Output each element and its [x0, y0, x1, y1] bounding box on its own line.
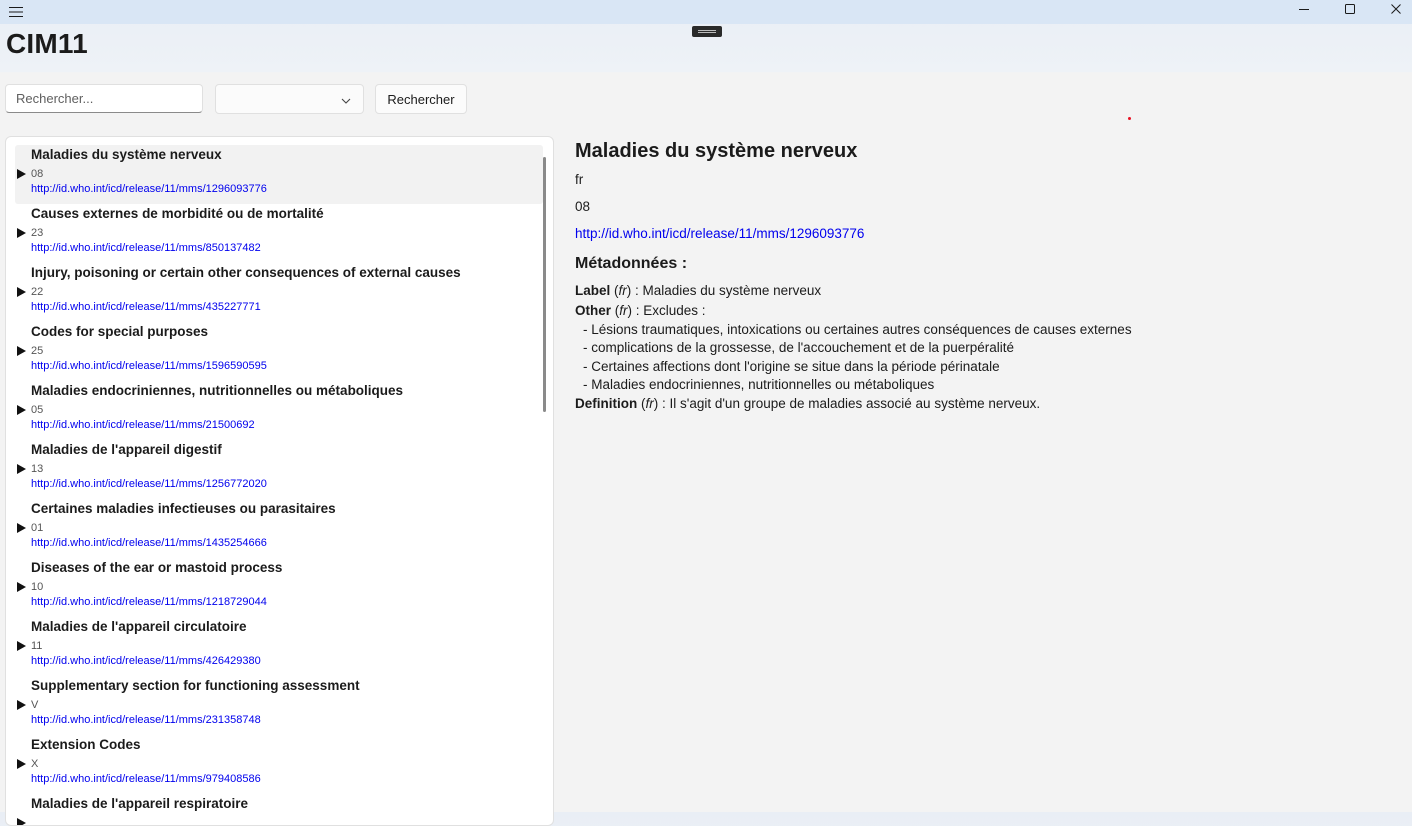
exclude-text: Maladies endocriniennes, nutritionnelles ou métaboliques [591, 377, 935, 392]
title-bar [0, 0, 1412, 24]
expand-arrow-icon[interactable] [17, 700, 26, 710]
expand-arrow-icon[interactable] [17, 523, 26, 533]
item-uri-link[interactable]: http://id.who.int/icd/release/11/mms/1296093776 [31, 183, 267, 195]
item-code: 25 [31, 345, 44, 357]
list-item[interactable] [15, 440, 543, 499]
item-title: Supplementary section for functioning assessment [31, 678, 360, 693]
item-title: Maladies endocriniennes, nutritionnelles ou métaboliques [31, 383, 404, 398]
exclude-item: - Certaines affections dont l'origine se situe dans la période périnatale [583, 359, 1000, 374]
results-list[interactable] [5, 136, 554, 826]
item-title: Codes for special purposes [31, 324, 209, 339]
item-title: Maladies de l'appareil respiratoire [31, 796, 249, 811]
list-item[interactable] [15, 735, 543, 794]
minimize-icon[interactable] [1281, 0, 1327, 18]
close-icon[interactable] [1373, 0, 1412, 18]
item-uri-link[interactable]: http://id.who.int/icd/release/11/mms/850137482 [31, 242, 261, 254]
metadata-key: Other [575, 303, 612, 318]
expand-arrow-icon[interactable] [17, 405, 26, 415]
item-uri-link[interactable]: http://id.who.int/icd/release/11/mms/435227771 [31, 301, 261, 313]
item-code: 01 [31, 522, 44, 534]
item-uri-link[interactable]: http://id.who.int/icd/release/11/mms/426429380 [31, 655, 261, 667]
metadata-value: Maladies du système nerveux [642, 283, 822, 298]
expand-arrow-icon[interactable] [17, 287, 26, 297]
list-item[interactable] [15, 794, 543, 826]
exclude-text: Certaines affections dont l'origine se situe dans la période périnatale [591, 359, 1000, 374]
status-dot [1128, 117, 1131, 120]
item-code: 23 [31, 227, 44, 239]
item-title: Maladies du système nerveux [31, 147, 222, 162]
scrollbar[interactable] [543, 157, 546, 412]
item-code: V [31, 699, 39, 711]
item-title: Causes externes de morbidité ou de mortalité [31, 206, 324, 221]
drag-handle[interactable] [692, 26, 722, 37]
item-code: 22 [31, 286, 44, 298]
metadata-value: Il s'agit d'un groupe de maladies associé au système nerveux. [669, 396, 1041, 411]
item-code: X [31, 758, 39, 770]
detail-code: 08 [575, 199, 591, 214]
detail-uri-link[interactable]: http://id.who.int/icd/release/11/mms/1296093776 [575, 226, 865, 241]
chevron-down-icon [341, 93, 351, 111]
expand-arrow-icon[interactable] [17, 228, 26, 238]
maximize-icon[interactable] [1327, 0, 1373, 18]
item-code: 11 [31, 640, 43, 652]
item-title: Certaines maladies infectieuses ou parasitaires [31, 501, 336, 516]
item-code: 05 [31, 404, 44, 416]
item-title: Maladies de l'appareil digestif [31, 442, 222, 457]
item-uri-link[interactable]: http://id.who.int/icd/release/11/mms/1596590595 [31, 360, 267, 372]
metadata-key: Label [575, 283, 611, 298]
list-item[interactable] [15, 204, 543, 263]
expand-arrow-icon[interactable] [17, 346, 26, 356]
list-item[interactable] [15, 263, 543, 322]
item-code: 10 [31, 581, 44, 593]
list-item[interactable] [15, 322, 543, 381]
metadata-definition-line: Definition (fr) : Il s'agit d'un groupe de maladies associé au système nerveux. [575, 396, 1041, 411]
item-code: 08 [31, 168, 44, 180]
list-item[interactable] [15, 145, 543, 204]
item-uri-link[interactable]: http://id.who.int/icd/release/11/mms/1256772020 [31, 478, 267, 490]
exclude-text: complications de la grossesse, de l'accouchement et de la puerpéralité [591, 340, 1015, 355]
item-code: 13 [31, 463, 44, 475]
language-dropdown[interactable] [215, 84, 364, 114]
item-title: Maladies de l'appareil circulatoire [31, 619, 247, 634]
list-item[interactable] [15, 558, 543, 617]
item-title: Extension Codes [31, 737, 141, 752]
expand-arrow-icon[interactable] [17, 464, 26, 474]
metadata-label-line: Label (fr) : Maladies du système nerveux [575, 283, 822, 298]
list-item[interactable] [15, 499, 543, 558]
metadata-lang: fr [619, 303, 628, 318]
expand-arrow-icon[interactable] [17, 759, 26, 769]
hamburger-icon[interactable] [6, 2, 26, 22]
search-input[interactable] [5, 84, 203, 113]
detail-language: fr [575, 172, 584, 187]
metadata-heading: Métadonnées : [575, 255, 688, 272]
item-title: Diseases of the ear or mastoid process [31, 560, 283, 575]
metadata-lang: fr [618, 283, 627, 298]
expand-arrow-icon[interactable] [17, 582, 26, 592]
item-uri-link[interactable]: http://id.who.int/icd/release/11/mms/231358748 [31, 714, 261, 726]
item-uri-link[interactable]: http://id.who.int/icd/release/11/mms/1218729044 [31, 596, 267, 608]
expand-arrow-icon[interactable] [17, 641, 26, 651]
detail-title: Maladies du système nerveux [575, 140, 858, 162]
item-title: Injury, poisoning or certain other consequences of external causes [31, 265, 461, 280]
metadata-key: Definition [575, 396, 638, 411]
expand-arrow-icon[interactable] [17, 169, 26, 179]
search-button[interactable]: Rechercher [375, 84, 467, 114]
metadata-other-line: Other (fr) : Excludes : [575, 303, 706, 318]
item-uri-link[interactable]: http://id.who.int/icd/release/11/mms/1435254666 [31, 537, 267, 549]
metadata-value: Excludes : [643, 303, 706, 318]
expand-arrow-icon[interactable] [17, 818, 26, 826]
item-uri-link[interactable]: http://id.who.int/icd/release/11/mms/21500692 [31, 419, 255, 431]
app-title: CIM11 [6, 28, 88, 59]
list-item[interactable] [15, 617, 543, 676]
exclude-item: - complications de la grossesse, de l'accouchement et de la puerpéralité [583, 340, 1015, 355]
metadata-lang: fr [645, 396, 654, 411]
item-uri-link[interactable]: http://id.who.int/icd/release/11/mms/979408586 [31, 773, 261, 785]
exclude-text: Lésions traumatiques, intoxications ou certaines autres conséquences de causes externes [591, 322, 1132, 337]
exclude-item: - Lésions traumatiques, intoxications ou certaines autres conséquences de causes externes [583, 322, 1132, 337]
exclude-item: - Maladies endocriniennes, nutritionnelles ou métaboliques [583, 377, 935, 392]
list-item[interactable] [15, 676, 543, 735]
list-item[interactable] [15, 381, 543, 440]
